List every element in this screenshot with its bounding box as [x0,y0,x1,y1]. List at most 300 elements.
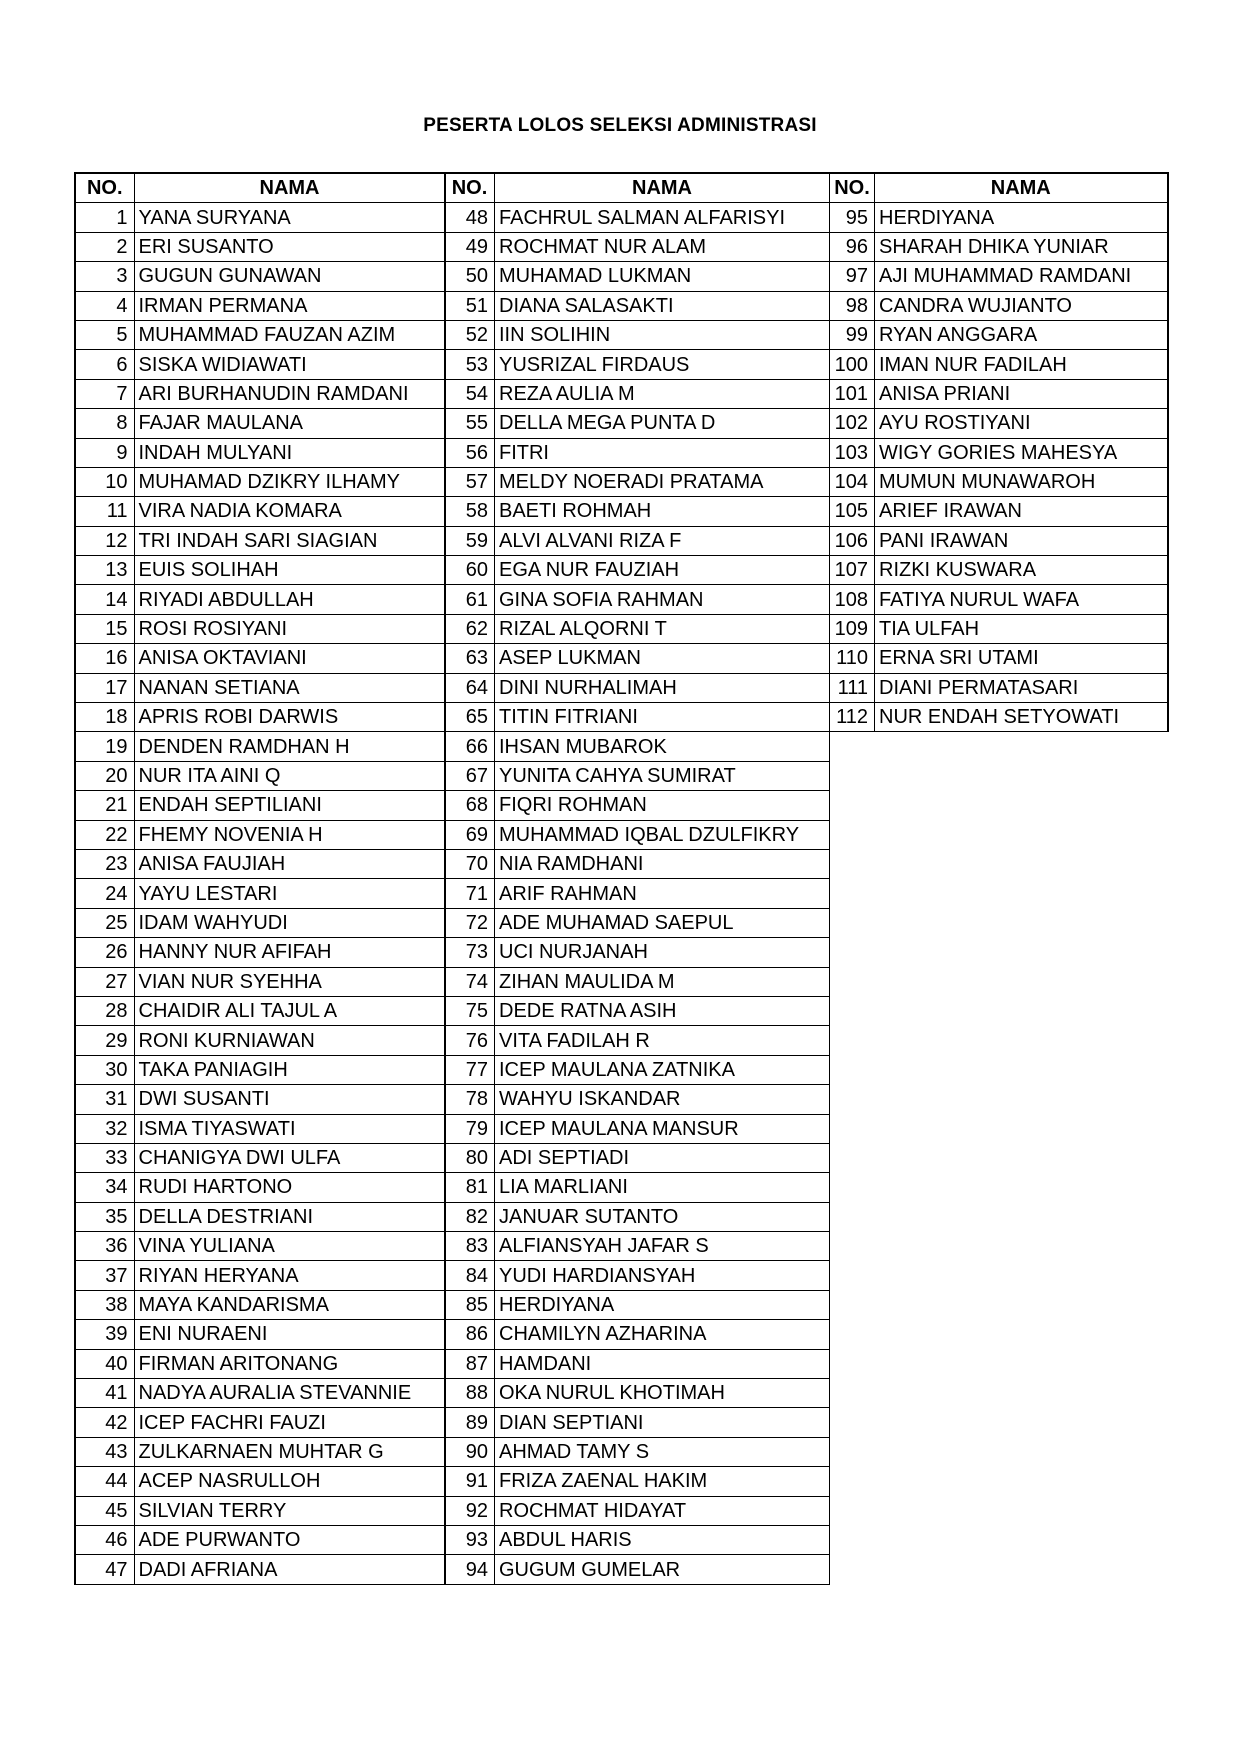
participant-name: IMAN NUR FADILAH [875,350,1168,379]
participant-number: 79 [445,1114,495,1143]
participant-name: ROCHMAT NUR ALAM [495,232,830,261]
table-row [75,467,445,496]
table-row [445,526,830,555]
participant-number: 20 [75,761,134,790]
table-row [830,291,1168,320]
participant-name: FHEMY NOVENIA H [134,820,445,849]
table-row [445,673,830,702]
participant-number: 109 [830,614,875,643]
participant-number: 25 [75,908,134,937]
participant-number: 24 [75,879,134,908]
participant-name: ISMA TIYASWATI [134,1114,445,1143]
participant-number: 101 [830,379,875,408]
participant-number: 74 [445,967,495,996]
table-row [445,1555,830,1584]
participant-number: 23 [75,849,134,878]
table-row [445,1026,830,1055]
participant-name: VINA YULIANA [134,1232,445,1261]
participant-name: ALFIANSYAH JAFAR S [495,1232,830,1261]
table-row [445,703,830,732]
table-row [75,996,445,1025]
participant-number: 103 [830,438,875,467]
participant-number: 51 [445,291,495,320]
table-row [75,1026,445,1055]
participant-number: 6 [75,350,134,379]
participant-number: 45 [75,1496,134,1525]
participant-number: 14 [75,585,134,614]
table-row [75,1408,445,1437]
table-row [445,1379,830,1408]
participant-number: 89 [445,1408,495,1437]
participant-number: 49 [445,232,495,261]
participant-name: DELLA DESTRIANI [134,1202,445,1231]
participant-name: NUR ITA AINI Q [134,761,445,790]
participant-name: RIZKI KUSWARA [875,556,1168,585]
participant-number: 73 [445,938,495,967]
table-row [75,703,445,732]
participant-number: 107 [830,556,875,585]
table-row [75,1525,445,1554]
table-row [445,585,830,614]
participant-name: IRMAN PERMANA [134,291,445,320]
table-row [445,350,830,379]
participant-number: 63 [445,644,495,673]
participant-number: 7 [75,379,134,408]
table-row [75,320,445,349]
table-row [75,497,445,526]
table-row [445,203,830,232]
participant-name: PANI IRAWAN [875,526,1168,555]
table-row [445,1114,830,1143]
participant-name: FACHRUL SALMAN ALFARISYI [495,203,830,232]
participant-number: 66 [445,732,495,761]
participant-name: VIRA NADIA KOMARA [134,497,445,526]
table-row [75,967,445,996]
participant-name: DEDE RATNA ASIH [495,996,830,1025]
document-title: PESERTA LOLOS SELEKSI ADMINISTRASI [423,115,817,136]
participant-number: 28 [75,996,134,1025]
participant-name: ZULKARNAEN MUHTAR G [134,1437,445,1466]
table-row [75,1202,445,1231]
table-row [445,1202,830,1231]
table-row [830,467,1168,496]
participant-name: ANISA FAUJIAH [134,849,445,878]
table-row [75,1085,445,1114]
participant-name: TITIN FITRIANI [495,703,830,732]
table-row [830,526,1168,555]
participant-number: 52 [445,320,495,349]
participant-number: 59 [445,526,495,555]
participant-number: 108 [830,585,875,614]
participant-table-2 [444,172,830,1585]
table-row [75,879,445,908]
participant-name: BAETI ROHMAH [495,497,830,526]
participant-number: 97 [830,262,875,291]
participant-number: 33 [75,1143,134,1172]
participant-name: ROCHMAT HIDAYAT [495,1496,830,1525]
table-row [75,732,445,761]
table-row [75,1232,445,1261]
table-row [75,1055,445,1084]
table-row [445,556,830,585]
participant-name: WAHYU ISKANDAR [495,1085,830,1114]
participant-name: TAKA PANIAGIH [134,1055,445,1084]
participant-name: ASEP LUKMAN [495,644,830,673]
table-row [445,879,830,908]
participant-number: 60 [445,556,495,585]
participant-number: 61 [445,585,495,614]
participant-number: 2 [75,232,134,261]
participant-number: 43 [75,1437,134,1466]
participant-name: YUDI HARDIANSYAH [495,1261,830,1290]
participant-number: 82 [445,1202,495,1231]
table-row [75,232,445,261]
participant-name: MUHAMMAD IQBAL DZULFIKRY [495,820,830,849]
participant-number: 53 [445,350,495,379]
participant-name: AYU ROSTIYANI [875,409,1168,438]
participant-name: IHSAN MUBAROK [495,732,830,761]
table-row [445,1467,830,1496]
participant-name: ERI SUSANTO [134,232,445,261]
participant-name: RIYADI ABDULLAH [134,585,445,614]
participant-name: JANUAR SUTANTO [495,1202,830,1231]
table-row [75,1114,445,1143]
participant-name: FRIZA ZAENAL HAKIM [495,1467,830,1496]
participant-name: DIANI PERMATASARI [875,673,1168,702]
participant-number: 65 [445,703,495,732]
table-row [445,1496,830,1525]
participant-name: OKA NURUL KHOTIMAH [495,1379,830,1408]
table-row [75,1261,445,1290]
participant-name: FIRMAN ARITONANG [134,1349,445,1378]
participant-number: 80 [445,1143,495,1172]
participant-number: 110 [830,644,875,673]
participant-number: 8 [75,409,134,438]
participant-number: 91 [445,1467,495,1496]
participant-number: 57 [445,467,495,496]
participant-name: TRI INDAH SARI SIAGIAN [134,526,445,555]
participant-name: NIA RAMDHANI [495,849,830,878]
participant-number: 100 [830,350,875,379]
table-row [830,556,1168,585]
participant-name: EUIS SOLIHAH [134,556,445,585]
participant-number: 32 [75,1114,134,1143]
table-row [75,556,445,585]
participant-number: 84 [445,1261,495,1290]
table-row [75,262,445,291]
table-row [445,820,830,849]
participant-name: INDAH MULYANI [134,438,445,467]
table-row [75,585,445,614]
participant-number: 17 [75,673,134,702]
participant-number: 11 [75,497,134,526]
participant-number: 54 [445,379,495,408]
participant-name: CHANIGYA DWI ULFA [134,1143,445,1172]
participant-number: 44 [75,1467,134,1496]
participant-number: 27 [75,967,134,996]
participant-number: 47 [75,1555,134,1584]
participant-name: AHMAD TAMY S [495,1437,830,1466]
participant-number: 18 [75,703,134,732]
table-row [75,350,445,379]
header-no: NO. [75,173,134,203]
participant-name: ROSI ROSIYANI [134,614,445,643]
participant-name: RIZAL ALQORNI T [495,614,830,643]
participant-number: 111 [830,673,875,702]
participant-name: HERDIYANA [495,1290,830,1319]
participant-number: 3 [75,262,134,291]
table-row [75,820,445,849]
participant-name: MUMUN MUNAWAROH [875,467,1168,496]
participant-name: ENDAH SEPTILIANI [134,791,445,820]
participant-name: DIANA SALASAKTI [495,291,830,320]
participant-name: NADYA AURALIA STEVANNIE [134,1379,445,1408]
table-row [445,1349,830,1378]
table-row [75,1437,445,1466]
table-row [75,1320,445,1349]
header-no: NO. [445,173,495,203]
table-row [75,1173,445,1202]
participant-number: 56 [445,438,495,467]
participant-name: DENDEN RAMDHAN H [134,732,445,761]
table-row [75,1290,445,1319]
participant-name: ADI SEPTIADI [495,1143,830,1172]
participant-name: YAYU LESTARI [134,879,445,908]
participant-number: 68 [445,791,495,820]
table-row [445,409,830,438]
table-row [830,379,1168,408]
table-row [75,1467,445,1496]
participant-name: ICEP FACHRI FAUZI [134,1408,445,1437]
participant-name: HAMDANI [495,1349,830,1378]
table-row [75,409,445,438]
participant-name: MELDY NOERADI PRATAMA [495,467,830,496]
participant-name: ALVI ALVANI RIZA F [495,526,830,555]
participant-name: GINA SOFIA RAHMAN [495,585,830,614]
table-row [75,1143,445,1172]
participant-name: YUSRIZAL FIRDAUS [495,350,830,379]
table-row [445,1055,830,1084]
participant-name: CANDRA WUJIANTO [875,291,1168,320]
participant-name: REZA AULIA M [495,379,830,408]
participant-name: HANNY NUR AFIFAH [134,938,445,967]
participant-name: RYAN ANGGARA [875,320,1168,349]
participant-number: 34 [75,1173,134,1202]
participant-name: FITRI [495,438,830,467]
participant-name: LIA MARLIANI [495,1173,830,1202]
participant-number: 29 [75,1026,134,1055]
table-row [75,673,445,702]
participant-number: 81 [445,1173,495,1202]
participant-name: VIAN NUR SYEHHA [134,967,445,996]
participant-name: CHAIDIR ALI TAJUL A [134,996,445,1025]
table-row [830,585,1168,614]
header-no: NO. [830,173,875,203]
participant-number: 40 [75,1349,134,1378]
participant-name: GUGUN GUNAWAN [134,262,445,291]
participant-number: 75 [445,996,495,1025]
participant-name: SHARAH DHIKA YUNIAR [875,232,1168,261]
table-row [445,291,830,320]
participant-number: 31 [75,1085,134,1114]
table-row [75,1496,445,1525]
participant-number: 71 [445,879,495,908]
table-row [830,497,1168,526]
participant-name: DELLA MEGA PUNTA D [495,409,830,438]
participant-number: 37 [75,1261,134,1290]
participant-name: GUGUM GUMELAR [495,1555,830,1584]
table-row [445,996,830,1025]
table-row [445,732,830,761]
participant-name: SISKA WIDIAWATI [134,350,445,379]
participant-name: DINI NURHALIMAH [495,673,830,702]
participant-name: ICEP MAULANA MANSUR [495,1114,830,1143]
participant-number: 105 [830,497,875,526]
participant-name: EGA NUR FAUZIAH [495,556,830,585]
participant-name: ZIHAN MAULIDA M [495,967,830,996]
participant-number: 95 [830,203,875,232]
table-row [445,1525,830,1554]
table-row [75,1555,445,1584]
participant-number: 77 [445,1055,495,1084]
table-row [445,1437,830,1466]
participant-number: 22 [75,820,134,849]
participant-number: 9 [75,438,134,467]
participant-number: 58 [445,497,495,526]
participant-number: 62 [445,614,495,643]
participant-number: 76 [445,1026,495,1055]
participant-number: 48 [445,203,495,232]
participant-name: ADE MUHAMAD SAEPUL [495,908,830,937]
participant-name: YUNITA CAHYA SUMIRAT [495,761,830,790]
table-row [445,1232,830,1261]
participant-name: WIGY GORIES MAHESYA [875,438,1168,467]
participant-number: 78 [445,1085,495,1114]
participant-name: FIQRI ROHMAN [495,791,830,820]
table-row [830,232,1168,261]
participant-name: NANAN SETIANA [134,673,445,702]
table-row [830,203,1168,232]
table-row [830,438,1168,467]
participant-number: 39 [75,1320,134,1349]
participant-number: 106 [830,526,875,555]
participant-name: DIAN SEPTIANI [495,1408,830,1437]
participant-name: ICEP MAULANA ZATNIKA [495,1055,830,1084]
participant-number: 46 [75,1525,134,1554]
table-row [445,938,830,967]
table-row [830,409,1168,438]
participant-name: DADI AFRIANA [134,1555,445,1584]
participant-number: 10 [75,467,134,496]
table-row [445,438,830,467]
participant-number: 104 [830,467,875,496]
table-row [445,1290,830,1319]
table-row [445,232,830,261]
table-row [830,614,1168,643]
participant-name: IDAM WAHYUDI [134,908,445,937]
table-row [75,291,445,320]
participant-name: CHAMILYN AZHARINA [495,1320,830,1349]
table-row [445,908,830,937]
table-row [830,644,1168,673]
participant-number: 112 [830,703,875,732]
table-header-row [75,173,445,203]
participant-number: 15 [75,614,134,643]
participant-name: YANA SURYANA [134,203,445,232]
participant-name: RIYAN HERYANA [134,1261,445,1290]
participant-number: 38 [75,1290,134,1319]
participant-name: ARIEF IRAWAN [875,497,1168,526]
participant-number: 70 [445,849,495,878]
participant-number: 64 [445,673,495,702]
participant-name: APRIS ROBI DARWIS [134,703,445,732]
participant-number: 13 [75,556,134,585]
participant-number: 4 [75,291,134,320]
participant-name: ABDUL HARIS [495,1525,830,1554]
participant-name: ARI BURHANUDIN RAMDANI [134,379,445,408]
participant-name: VITA FADILAH R [495,1026,830,1055]
participant-name: UCI NURJANAH [495,938,830,967]
table-row [75,644,445,673]
table-row [445,761,830,790]
header-name: NAMA [495,173,830,203]
table-row [445,849,830,878]
participant-name: MUHAMAD LUKMAN [495,262,830,291]
participant-number: 16 [75,644,134,673]
participant-number: 93 [445,1525,495,1554]
table-row [830,673,1168,702]
participant-number: 72 [445,908,495,937]
participant-number: 85 [445,1290,495,1319]
table-row [75,203,445,232]
participant-name: TIA ULFAH [875,614,1168,643]
table-row [445,1320,830,1349]
table-row [75,614,445,643]
participant-table-1 [74,172,446,1585]
participant-number: 98 [830,291,875,320]
table-row [75,379,445,408]
participant-name: ERNA SRI UTAMI [875,644,1168,673]
table-row [445,1408,830,1437]
table-row [445,1085,830,1114]
participant-name: ARIF RAHMAN [495,879,830,908]
table-row [75,849,445,878]
participant-number: 30 [75,1055,134,1084]
table-row [445,379,830,408]
table-row [445,614,830,643]
participant-number: 96 [830,232,875,261]
participant-name: FAJAR MAULANA [134,409,445,438]
participant-table-3 [829,172,1169,732]
participant-name: DWI SUSANTI [134,1085,445,1114]
participant-name: RUDI HARTONO [134,1173,445,1202]
participant-name: ENI NURAENI [134,1320,445,1349]
participant-number: 1 [75,203,134,232]
table-row [75,526,445,555]
table-row [445,644,830,673]
table-row [75,761,445,790]
participant-number: 83 [445,1232,495,1261]
table-row [445,1261,830,1290]
participant-name: NUR ENDAH SETYOWATI [875,703,1168,732]
table-row [445,467,830,496]
table-header-row [830,173,1168,203]
participant-number: 86 [445,1320,495,1349]
participant-name: RONI KURNIAWAN [134,1026,445,1055]
participant-number: 67 [445,761,495,790]
participant-number: 69 [445,820,495,849]
participant-number: 88 [445,1379,495,1408]
